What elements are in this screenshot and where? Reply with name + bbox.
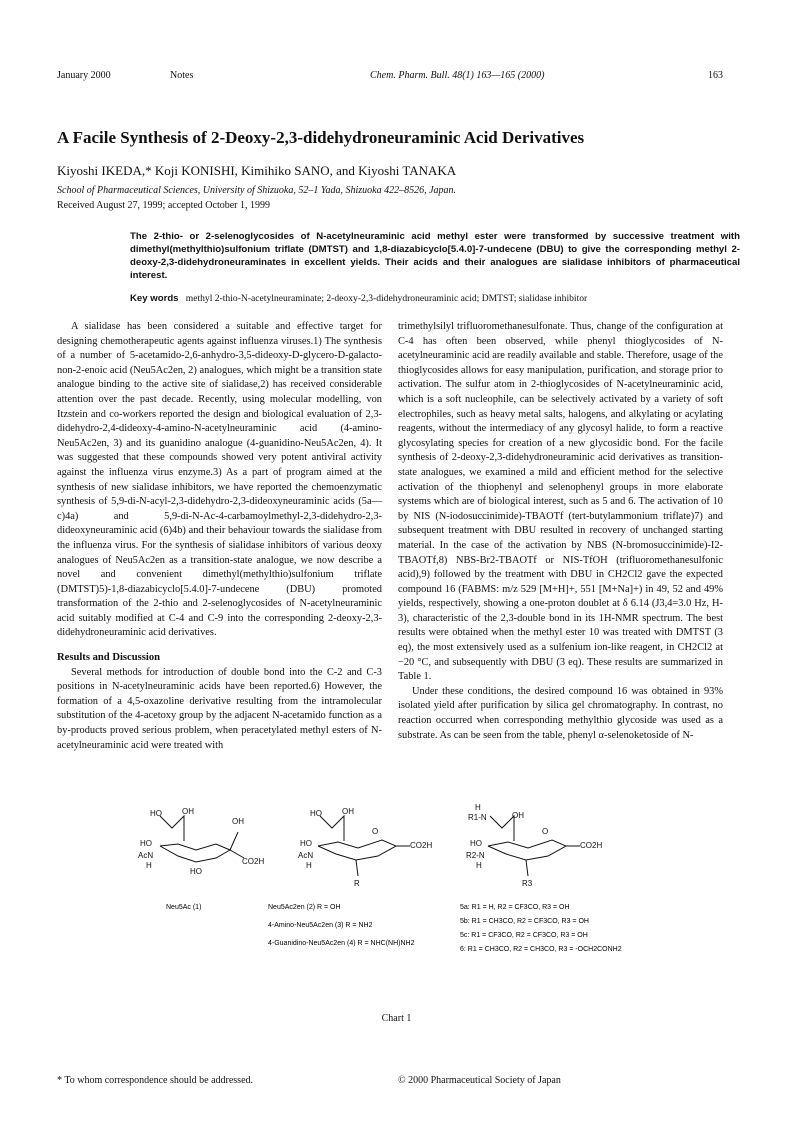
svg-text:O: O (372, 827, 379, 836)
paper-title: A Facile Synthesis of 2-Deoxy-2,3-didehydroneuraminic Acid Derivatives (57, 128, 585, 147)
label-compound-2: Neu5Ac2en (2) R = OH (268, 904, 341, 911)
svg-text:OH: OH (232, 817, 244, 826)
affiliation: School of Pharmaceutical Sciences, University of Shizuoka, 52–1 Yada, Shizuoka 422–8526, Japan. (57, 185, 457, 196)
label-compound-5a: 5a: R1 = H, R2 = CF3CO, R3 = OH (460, 904, 570, 911)
svg-text:HO: HO (150, 809, 162, 818)
right-paragraph-2: Under these conditions, the desired compound 16 was obtained in 93% isolated yield after purification by silica gel chromatography. In contrast, no reaction occurred when corresponding methylthio glycoside was used as a substrate. As can be seen from the table, phenyl α-selenoketoside of N- (398, 685, 723, 741)
svg-text:CO2H: CO2H (410, 841, 433, 850)
svg-text:O: O (542, 827, 549, 836)
svg-text:R2-N: R2-N (466, 851, 485, 860)
svg-text:OH: OH (342, 807, 354, 816)
label-compound-3: 4-Amino-Neu5Ac2en (3) R = NH2 (268, 922, 373, 929)
left-column (57, 320, 382, 753)
svg-text:H: H (306, 861, 312, 870)
label-compound-6: 6: R1 = CH3CO, R2 = CH3CO, R3 = -OCH2CONH2 (460, 946, 622, 953)
svg-text:R: R (354, 879, 360, 888)
chemical-structures-figure (120, 796, 680, 986)
header-date: January 2000 (57, 70, 111, 81)
svg-text:R1-N: R1-N (468, 813, 487, 822)
correspondence-note: * To whom correspondence should be addressed. (57, 1075, 254, 1086)
svg-text:HO: HO (300, 839, 312, 848)
right-paragraph-1: trimethylsilyl trifluoromethanesulfonate. Thus, change of the configuration at C-4 has often been observed, while phenyl thioglycosides of N-acetylneuraminic acid are readily available and stable. Therefore, usage of the thioglycosides allows for easy manipulation, purification, and storage prior to activation. The sulfur atom in 2-thioglycosides of N-acetylneuraminic acid, which is a soft nucleophile, can be selectively activated by a variety of soft electrophiles, such as heavy metal salts, halogens, and alkylating or acylating reagents, without the intermediacy of any glycosyl halide, to form a reactive glycosylating species for creation of a new glycosidic bond. For the facile synthesis of 2-deoxy-2,3-didehydroneuraminic acid derivatives as transition-state analogues, we examined a mild and efficient method for the selective activation of the thiophenyl and selenophenyl groups in more elaborate systems which are of biological interest, such as 5 and 6. The activation of 10 by NIS (N-iodosuccinimide)-TBAOTf (tert-butylammonium triflate)7) and subsequent treatment with DBU resulted in recovery of unchanged starting material. In the case of the activation by NBS (N-bromosuccinimide)-I2-TBAOTf,8) NBS-Br2-TBAOTf or NIS-TfOH (trifluoromethanesulfonic acid),9) followed by the treatment with DBU in CH2Cl2 gave the expected compound 16 (FABMS: m/z 529 [M+H]+, 551 [M+Na]+) in 49, 52 and 49% yields, respectively, showing a one-proton doublet at δ 6.14 (J3,4=3.0 Hz, H-3), characteristic of the 2,3-double bond in its 1H-NMR spectrum. The best results were obtained when the methyl ester 10 was treated with DMTST (3 eq), the most extensively used as a sulfenium ion-like reagent, in CH2Cl2 at −20 °C, and subsequently with DBU (3 eq). These results are summarized in Table 1. (398, 321, 723, 683)
svg-text:HO: HO (470, 839, 482, 848)
chart-caption: Chart 1 (381, 1013, 412, 1024)
keywords-label: Key words (130, 293, 179, 304)
copyright: © 2000 Pharmaceutical Society of Japan (398, 1075, 561, 1086)
abstract: The 2-thio- or 2-selenoglycosides of N-acetylneuraminic acid methyl ester were transformed by successive treatment with dimethyl(methylthio)sulfonium triflate (DMTST) and 1,8-diazabicyclo[5.4.0]-7-undecene (DBU) to give the corresponding methyl 2-deoxy-2,3-didehydroneuraminates in excellent yields. Their acids and their analogues are sialidase inhibitors of pharmaceutical interest. (130, 231, 740, 281)
svg-text:H: H (476, 861, 482, 870)
results-paragraph: Several methods for introduction of double bond into the C-2 and C-3 positions in N-acetylneuraminic acids have been reported.6) However, the formation of a 4,5-oxazoline derivative resulting from the intramolecular substitution of the 4-acetoxy group by the adjacent N-acetamido function as a by-products proved serious problem, when peracetylated methyl esters of N-acetylneuraminic acid were treated with (57, 666, 382, 751)
svg-text:AcN: AcN (138, 851, 154, 860)
intro-paragraph: A sialidase has been considered a suitable and effective target for designing chemotherapeutic agents against influenza viruses.1) The synthesis of a number of 5-acetamido-2,6-anhydro-3,5-dideoxy-D-glycero-D-galacto-non-2-enoic acid (Neu5Ac2en, 2) analogues, which might be a transition state analogue binding to the active site of sialidase,2) has received considerable attention over the past decade. Recently, using molecular modelling, von Itzstein and co-workers reported the design and biological evaluation of 2,3-didehydro-2,4-dideoxy-4-amino-N-acetylneuraminic acid (4-amino-Neu5Ac2en, 3) and its guanidino analogue (4-guanidino-Neu5Ac2en, 4). It was suggested that these compounds showed very potent antiviral activity against the influenza virus enzyme.3) As a part of program aimed at the synthesis of new sialidase inhibitors, we have reported the chemoenzymatic synthesis of 5,9-di-N-acyl-2,3-didehydro-2,3-dideoxyneuraminic acids (5a—c)4a) and 5,9-di-N-Ac-4-carbamoylmethyl-2,3-didehydro-2,3-dideoxyneuraminic acid (6)4b) and their behaviour towards the sialidase from the influenza virus. For the synthesis of sialidase inhibitors of various deoxy analogues of Neu5Ac2en as a transition-state analogue, we now describe a novel and convenient dimethyl(methylthio)sulfonium triflate (DMTST)5)-1,8-diazabicyclo[5.4.0]-7-undecene (DBU) promoted transformation of the 2-thio and 2-selenoglycosides of N-acetylneuraminic acid suitably modified at C-4 and C-9 into the corresponding 2-deoxy-2,3-didehydroneuraminic acid derivatives. (57, 321, 382, 639)
right-column (398, 320, 723, 743)
header-journal: Chem. Pharm. Bull. 48(1) 163—165 (2000) (370, 70, 545, 81)
structure-5-6 (488, 816, 580, 876)
svg-text:HO: HO (140, 839, 152, 848)
section-heading: Results and Discussion (57, 652, 161, 664)
structure-neu5ac2en (318, 816, 410, 876)
svg-text:R3: R3 (522, 879, 533, 888)
label-neu5ac: Neu5Ac (1) (166, 904, 202, 911)
header-page-number: 163 (708, 70, 723, 81)
svg-text:OH: OH (512, 811, 524, 820)
header-section: Notes (170, 70, 194, 81)
svg-text:H: H (146, 861, 152, 870)
keywords-text: methyl 2-thio-N-acetylneuraminate; 2-deoxy-2,3-didehydroneuraminic acid; DMTST; sialidase inhibitor (185, 293, 588, 304)
svg-text:OH: OH (182, 807, 194, 816)
svg-text:HO: HO (310, 809, 322, 818)
author-list: Kiyoshi IKEDA,* Koji KONISHI, Kimihiko SANO, and Kiyoshi TANAKA (57, 163, 457, 178)
received-dates: Received August 27, 1999; accepted October 1, 1999 (57, 200, 270, 211)
label-compound-5b: 5b: R1 = CH3CO, R2 = CF3CO, R3 = OH (460, 918, 589, 925)
svg-text:CO2H: CO2H (242, 857, 265, 866)
svg-text:CO2H: CO2H (580, 841, 603, 850)
keywords (130, 293, 740, 304)
label-compound-5c: 5c: R1 = CF3CO, R2 = CF3CO, R3 = OH (460, 932, 588, 939)
svg-text:AcN: AcN (298, 851, 314, 860)
svg-text:HO: HO (190, 867, 202, 876)
label-compound-4: 4-Guanidino-Neu5Ac2en (4) R = NHC(NH)NH2 (268, 940, 415, 947)
svg-text:H: H (475, 803, 481, 812)
